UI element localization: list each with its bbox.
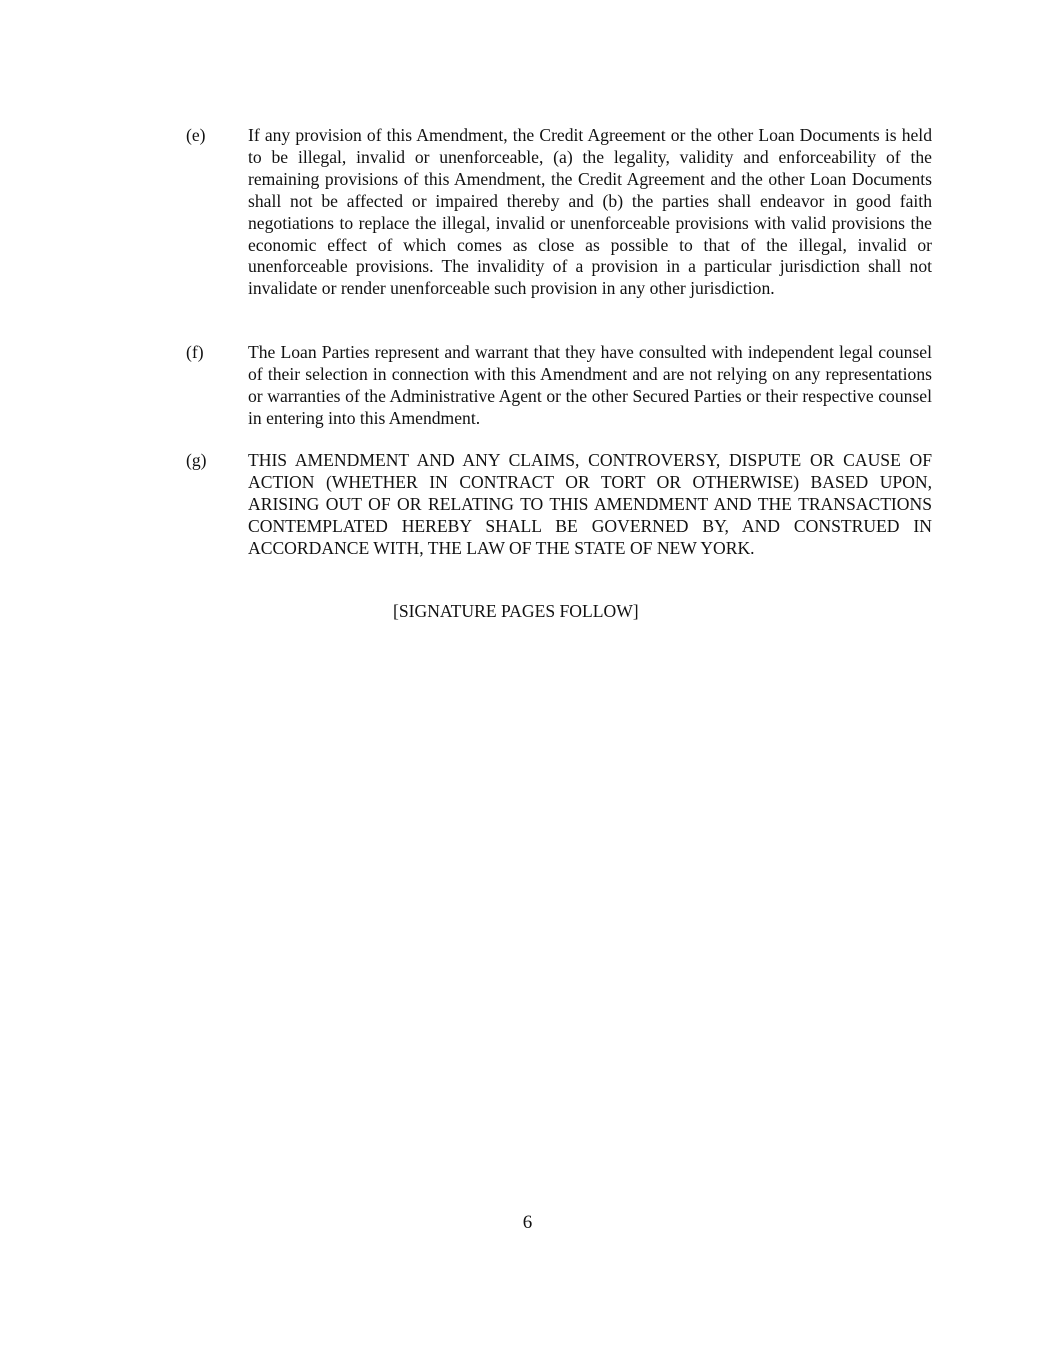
clause-f: [186, 342, 932, 430]
clause-label: (g): [186, 450, 207, 470]
clause-e: [186, 125, 932, 300]
page-number: 6: [522, 1212, 533, 1233]
signature-pages-note: [SIGNATURE PAGES FOLLOW]: [393, 601, 639, 621]
clause-label: (e): [186, 125, 206, 145]
clause-text: THIS AMENDMENT AND ANY CLAIMS, CONTROVERSY, DISPUTE OR CAUSE OF ACTION (WHETHER IN CONTRACT OR TORT OR OTHERWISE) BASED UPON, ARISING OUT OF OR RELATING TO THIS AMENDMENT AND THE TRANSACTIONS CONTEMPLATED HEREBY SHALL BE GOVERNED BY, AND CONSTRUED IN ACCORDANCE WITH, THE LAW OF THE STATE OF NEW YORK.: [248, 450, 932, 558]
clause-g: [186, 450, 932, 560]
clause-label: (f): [186, 342, 204, 362]
clause-text: If any provision of this Amendment, the Credit Agreement or the other Loan Documents is held to be illegal, invalid or unenforceable, (a) the legality, validity and enforceability of the remaining provisions of this Amendment, the Credit Agreement and the other Loan Documents shall not be affected or impaired thereby and (b) the parties shall endeavor in good faith negotiations to replace the illegal, invalid or unenforceable provisions with valid provisions the economic effect of which comes as close as possible to that of the illegal, invalid or unenforceable provisions. The invalidity of a provision in a particular jurisdiction shall not invalidate or render unenforceable such provision in any other jurisdiction.: [248, 125, 932, 299]
clause-text: The Loan Parties represent and warrant that they have consulted with independent legal counsel of their selection in connection with this Amendment and are not relying on any representations or warranties of the Administrative Agent or the other Secured Parties or their respective counsel in entering into this Amendment.: [248, 342, 932, 428]
